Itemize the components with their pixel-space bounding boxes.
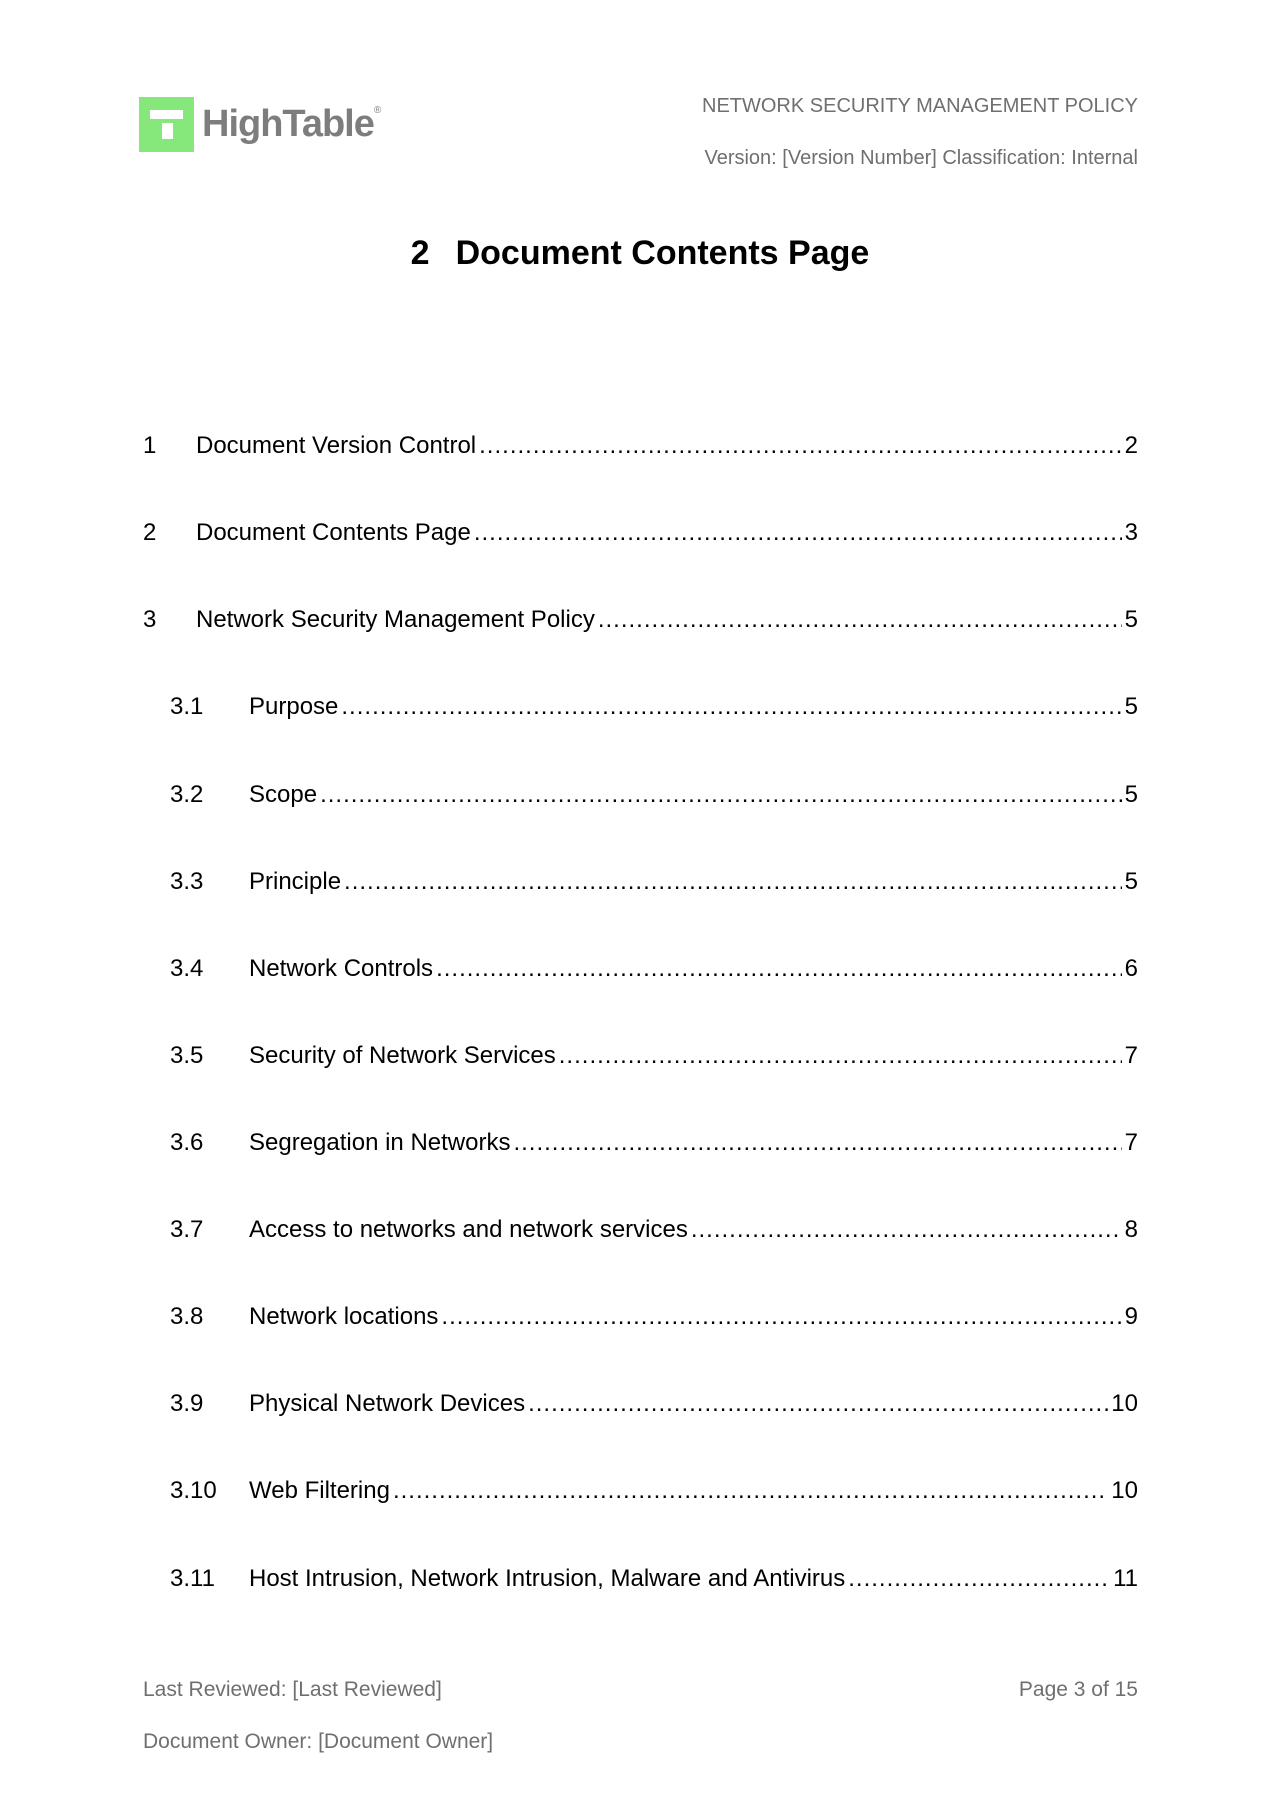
toc-entry-title: Document Version Control — [196, 432, 477, 459]
toc-entry-page: 5 — [1124, 693, 1138, 720]
toc-entry[interactable] — [170, 867, 1138, 897]
toc-entry-page: 5 — [1124, 781, 1138, 808]
toc-dot-leader — [848, 1564, 1110, 1594]
toc-entry-page: 10 — [1111, 1390, 1138, 1417]
toc-entry-number: 1 — [143, 432, 157, 459]
page-footer-left — [143, 1676, 493, 1756]
toc-entry-title: Security of Network Services — [249, 1042, 556, 1069]
toc-dot-leader — [513, 1128, 1121, 1158]
page-title-number: 2 — [410, 234, 430, 272]
toc-dot-leader — [528, 1389, 1108, 1419]
toc-entry-title: Physical Network Devices — [249, 1390, 526, 1417]
toc-dot-leader — [559, 1041, 1122, 1071]
footer-page-indicator: Page 3 of 15 — [1018, 1678, 1138, 1701]
toc-entry-title: Document Contents Page — [196, 519, 471, 546]
toc-entry-title: Network locations — [249, 1303, 439, 1330]
toc-entry-number: 3.5 — [170, 1042, 204, 1069]
toc-entry-title: Segregation in Networks — [249, 1129, 511, 1156]
page-title — [0, 234, 1280, 273]
toc-entry-number: 3.8 — [170, 1303, 204, 1330]
toc-entry[interactable] — [170, 1564, 1138, 1594]
toc-dot-leader — [479, 431, 1122, 461]
toc-entry[interactable] — [143, 518, 1138, 548]
toc-entry-number: 3.11 — [170, 1565, 215, 1592]
toc-entry-number: 3.9 — [170, 1390, 204, 1417]
toc-entry-title: Scope — [249, 781, 318, 808]
toc-entry-number: 3.10 — [170, 1477, 217, 1504]
toc-entry[interactable] — [143, 605, 1138, 635]
footer-document-owner: Document Owner: [Document Owner] — [143, 1730, 494, 1753]
toc-entry-number: 2 — [143, 519, 157, 546]
toc-entry-page: 3 — [1124, 519, 1138, 546]
toc-entry[interactable] — [170, 1215, 1138, 1245]
toc-dot-leader — [344, 867, 1122, 897]
toc-dot-leader — [441, 1302, 1121, 1332]
toc-entry-page: 11 — [1113, 1565, 1138, 1592]
toc-dot-leader — [436, 954, 1122, 984]
logo-text: HighTable® — [202, 103, 381, 145]
toc-dot-leader — [341, 692, 1121, 722]
toc-entry-title: Purpose — [249, 693, 339, 720]
toc-entry-number: 3.7 — [170, 1216, 204, 1243]
toc-entry-number: 3.6 — [170, 1129, 204, 1156]
toc-entry-number: 3.3 — [170, 868, 204, 895]
toc-entry-page: 10 — [1111, 1477, 1138, 1504]
header-version-line: Version: [Version Number] Classification: Internal — [704, 147, 1138, 169]
toc-entry-title: Principle — [249, 868, 342, 895]
toc-entry[interactable] — [170, 954, 1138, 984]
toc-entry[interactable] — [170, 1128, 1138, 1158]
toc-entry-page: 7 — [1124, 1042, 1138, 1069]
toc-entry-number: 3 — [143, 606, 157, 633]
toc-entry-page: 6 — [1124, 955, 1138, 982]
toc-entry[interactable] — [170, 1476, 1138, 1506]
toc-entry[interactable] — [170, 780, 1138, 810]
registered-mark: ® — [373, 105, 381, 116]
toc-dot-leader — [691, 1215, 1122, 1245]
toc-entry[interactable] — [170, 1302, 1138, 1332]
toc-dot-leader — [474, 518, 1122, 548]
toc-entry-title: Network Controls — [249, 955, 434, 982]
toc-entry-page: 9 — [1124, 1303, 1138, 1330]
toc-entry-number: 3.4 — [170, 955, 204, 982]
page-header — [702, 94, 1138, 170]
hightable-logo — [139, 97, 380, 152]
toc-entry-number: 3.2 — [170, 781, 204, 808]
toc-entry-page: 7 — [1124, 1129, 1138, 1156]
toc-entry[interactable] — [170, 1041, 1138, 1071]
toc-dot-leader — [393, 1476, 1108, 1506]
toc-entry[interactable] — [170, 692, 1138, 722]
toc-dot-leader — [320, 780, 1122, 810]
toc-entry-number: 3.1 — [170, 693, 204, 720]
toc-entry-title: Network Security Management Policy — [196, 606, 595, 633]
logo-mark-icon — [139, 97, 194, 152]
toc-entry-title: Web Filtering — [249, 1477, 390, 1504]
toc-entry-title: Access to networks and network services — [249, 1216, 688, 1243]
footer-last-reviewed: Last Reviewed: [Last Reviewed] — [143, 1678, 442, 1701]
toc-entry[interactable] — [143, 431, 1138, 461]
toc-entry-page: 5 — [1124, 868, 1138, 895]
toc-entry-page: 5 — [1124, 606, 1138, 633]
toc-entry-page: 2 — [1124, 432, 1138, 459]
toc-entry-page: 8 — [1124, 1216, 1138, 1243]
toc-entry-title: Host Intrusion, Network Intrusion, Malware and Antivirus — [249, 1565, 846, 1592]
toc-dot-leader — [598, 605, 1122, 635]
page-title-text: Document Contents Page — [455, 234, 870, 272]
toc-entry[interactable] — [170, 1389, 1138, 1419]
header-document-title: NETWORK SECURITY MANAGEMENT POLICY — [702, 95, 1138, 117]
